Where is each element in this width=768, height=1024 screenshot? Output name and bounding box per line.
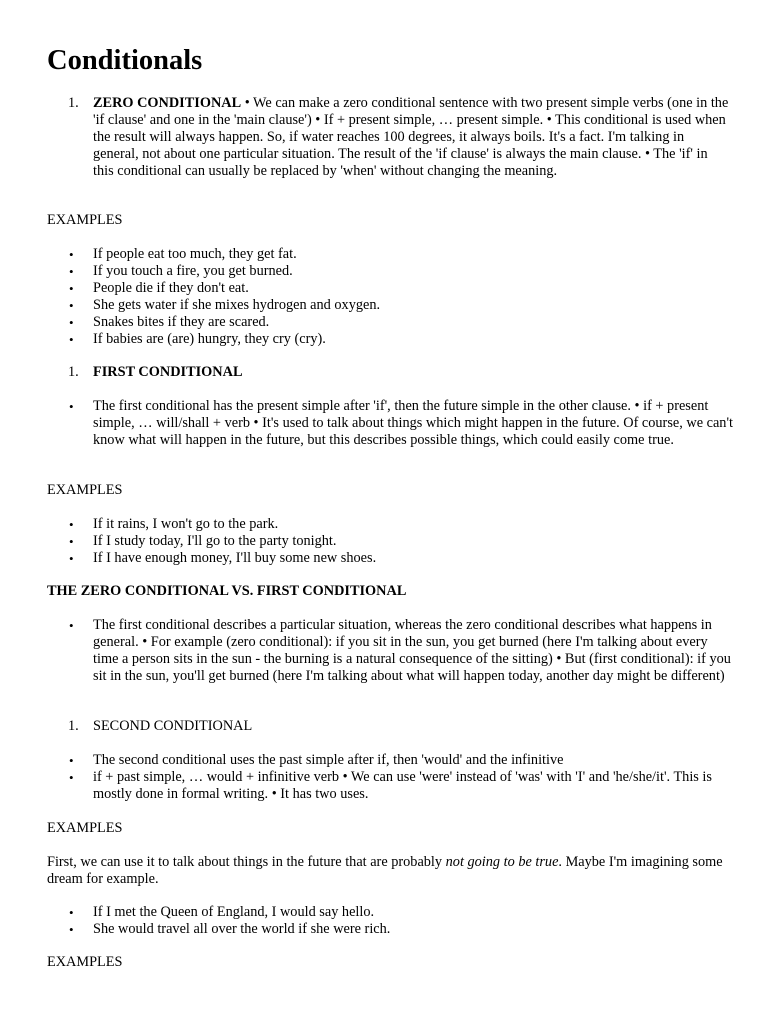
list-item: • if + past simple, … would + infinitive verb • We can use 'were' instead of 'was' with 'I' and 'he/she/it'. This is mostly done in formal writing. • It has two uses. bbox=[93, 769, 733, 803]
list-item: • She would travel all over the world if she were rich. bbox=[93, 921, 733, 938]
page-title: Conditionals bbox=[47, 45, 203, 76]
second-intro-paragraph bbox=[47, 854, 727, 888]
zero-conditional-heading: ZERO CONDITIONAL bbox=[93, 95, 242, 111]
zero-conditional-item bbox=[47, 95, 727, 180]
list-item: • If people eat too much, they get fat. bbox=[93, 246, 733, 263]
list-item: • If you touch a fire, you get burned. bbox=[93, 263, 733, 280]
second-conditional-item bbox=[47, 718, 727, 735]
second-examples-list bbox=[47, 904, 727, 938]
examples-label: EXAMPLES bbox=[47, 212, 123, 228]
comparison-body: • The first conditional describes a particular situation, whereas the zero conditional describes what happens in general. • For example (zero conditional): if you sit in the sun, you get burned (here I'm talking about every time a person sits in the sun - the burning is a natural consequence of the sitting) • But (first conditional): if you sit in the sun, you'll get burned (here I'm talking about what will happen today, another day might be different) bbox=[93, 617, 733, 685]
intro-text: First, we can use it to talk about things in the future that are probably bbox=[47, 854, 446, 870]
zero-conditional-body: • We can make a zero conditional sentence with two present simple verbs (one in the 'if clause' and one in the 'main clause') • If + present simple, … present simple. • This conditional is used when the result will always happen. So, if water reaches 100 degrees, it always boils. It's a fact. I'm talking in general, not about one particular situation. The result of the 'if clause' is always the main clause. • The 'if' in this conditional can usually be replaced by 'when' without changing the meaning. bbox=[93, 95, 729, 179]
list-number: 1. bbox=[68, 95, 79, 111]
list-item: • If babies are (are) hungry, they cry (cry). bbox=[93, 331, 733, 348]
examples-label: EXAMPLES bbox=[47, 820, 123, 836]
comparison-heading: THE ZERO CONDITIONAL VS. FIRST CONDITIONAL bbox=[47, 583, 407, 599]
first-conditional-item bbox=[47, 364, 727, 381]
examples-label: EXAMPLES bbox=[47, 482, 123, 498]
first-conditional-heading: FIRST CONDITIONAL bbox=[93, 364, 243, 380]
intro-italic-text: not going to be true bbox=[445, 854, 559, 870]
examples-label: EXAMPLES bbox=[47, 954, 123, 970]
comparison-bullets bbox=[47, 617, 731, 685]
zero-examples-list bbox=[47, 246, 727, 348]
list-item: • Snakes bites if they are scared. bbox=[93, 314, 733, 331]
list-item: • If it rains, I won't go to the park. bbox=[93, 516, 733, 533]
list-item: • People die if they don't eat. bbox=[93, 280, 733, 297]
list-item: • If I have enough money, I'll buy some new shoes. bbox=[93, 550, 733, 567]
first-conditional-bullets bbox=[47, 398, 734, 449]
list-item: • If I met the Queen of England, I would say hello. bbox=[93, 904, 733, 921]
first-examples-list bbox=[47, 516, 727, 567]
list-item: • She gets water if she mixes hydrogen and oxygen. bbox=[93, 297, 733, 314]
list-number: 1. bbox=[68, 364, 79, 380]
first-conditional-body: • The first conditional has the present simple after 'if', then the future simple in the other clause. • if + present simple, … will/shall + verb • It's used to talk about things which might happen in the future. Of course, we can't know what will happen in the future, but this describes possible things, which could easily come true. bbox=[93, 398, 733, 449]
list-number: 1. bbox=[68, 718, 79, 734]
list-item: • The second conditional uses the past simple after if, then 'would' and the infinitive bbox=[93, 752, 733, 769]
intro-text-end: . Maybe I'm imagining some dream for example. bbox=[47, 854, 723, 887]
list-item: • If I study today, I'll go to the party tonight. bbox=[93, 533, 733, 550]
second-conditional-bullets bbox=[47, 752, 727, 803]
second-conditional-heading: SECOND CONDITIONAL bbox=[93, 718, 253, 734]
